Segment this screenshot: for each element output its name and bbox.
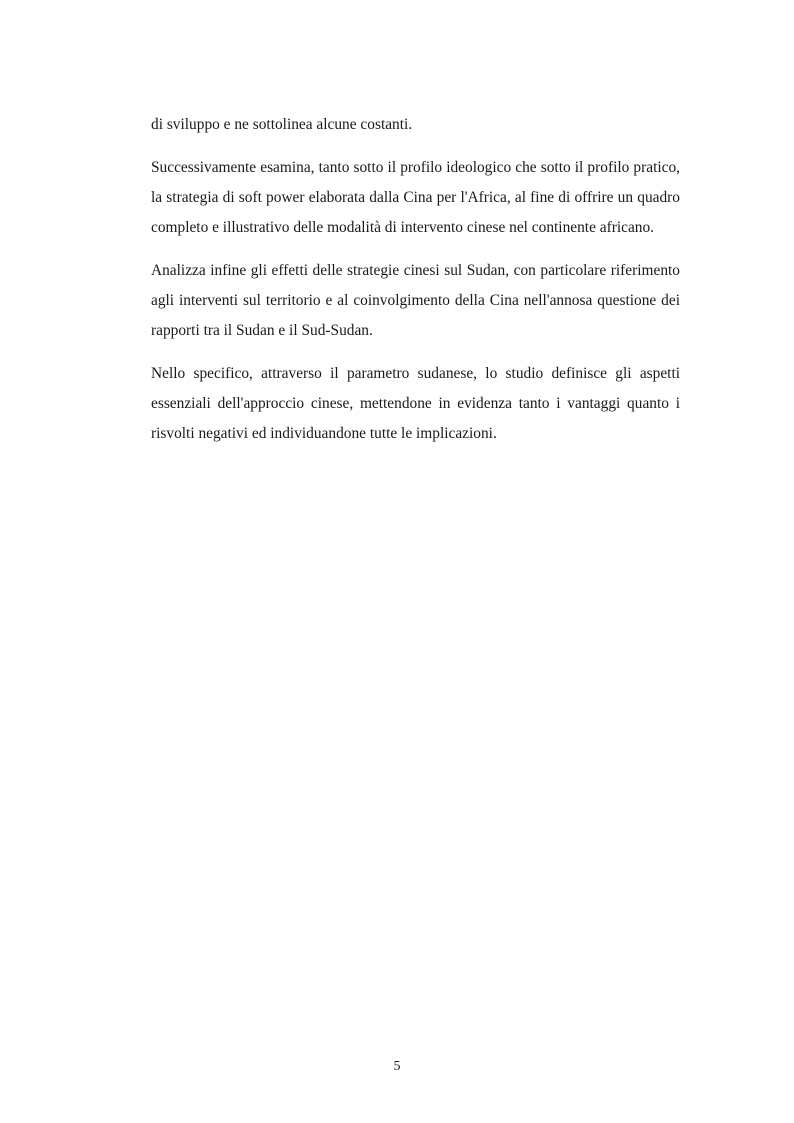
paragraph-continuation: di sviluppo e ne sottolinea alcune costanti. <box>151 116 413 133</box>
paragraph-sudan-effects: Analizza infine gli effetti delle strategie cinesi sul Sudan, con particolare riferimento agli interventi sul territorio e al coinvolgimento della Cina nell'annosa questione dei rapporti tra il Sudan e il Sud-Sudan. <box>151 262 680 339</box>
body-text <box>151 110 680 462</box>
paragraph-soft-power: Successivamente esamina, tanto sotto il profilo ideologico che sotto il profilo pratico, la strategia di soft power elaborata dalla Cina per l'Africa, al fine di offrire un quadro completo e illustrativo delle modalità di intervento cinese nel continente africano. <box>151 159 680 236</box>
paragraph-conclusion: Nello specifico, attraverso il parametro sudanese, lo studio definisce gli aspetti essenziali dell'approccio cinese, mettendone in evidenza tanto i vantaggi quanto i risvolti negativi ed individuandone tutte le implicazioni. <box>151 365 680 442</box>
page-number: 5 <box>393 1059 401 1074</box>
